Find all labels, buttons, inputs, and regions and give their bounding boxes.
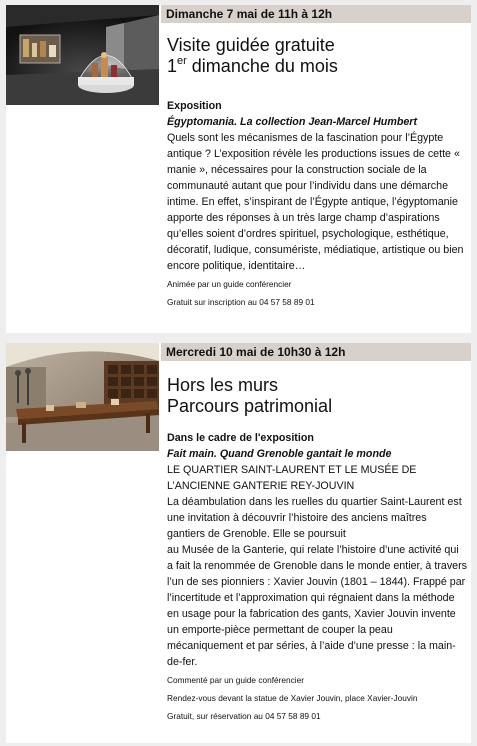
event-card-parcours	[6, 343, 471, 743]
event-reservation-note: Gratuit, sur réservation au 04 57 58 89 01	[167, 711, 321, 721]
event-subtitle: Fait main. Quand Grenoble gantait le monde	[167, 448, 392, 460]
event-date-bar: Mercredi 10 mai de 10h30 à 12h	[161, 343, 471, 361]
event-subtitle: Égyptomania. La collection Jean-Marcel Humbert	[167, 116, 418, 128]
event-description-part-b: au Musée de la Ganterie, qui relate l’histoire d’une activité qui a fait la renommée de Grenoble dans le monde entier, à travers l’un de ses pionniers : Xavier Jouvin (1801 – 1844). Frappé par l’incertitude et l’approximation qui régnaient dans la méthode en usage pour la fabrication des gants, Xavier Jouvin invente un emporte-pièce permettant de couper la peau mécaniquement et par séries, à l’aide d’une presse : la main-de-fer.	[167, 544, 468, 668]
title-line-1: Visite guidée gratuite	[167, 35, 335, 55]
title-number: 1	[167, 56, 178, 76]
event-registration-note: Gratuit sur inscription au 04 57 58 89 01	[167, 297, 315, 307]
event-date-bar: Dimanche 7 mai de 11h à 12h	[161, 5, 471, 23]
event-body	[167, 430, 467, 724]
event-guide-note: Commenté par un guide conférencier	[167, 675, 304, 685]
title-line-2	[167, 56, 467, 77]
museum-vitrine-photo	[6, 5, 159, 105]
event-meeting-note: Rendez-vous devant la statue de Xavier Jouvin, place Xavier-Jouvin	[167, 693, 418, 703]
event-title	[167, 35, 467, 77]
title-line-2: Parcours patrimonial	[167, 396, 333, 416]
event-description: Quels sont les mécanismes de la fascination pour l’Égypte antique ? L’exposition révèle les productions issues de cette « manie », nécessaires pour la construction sociale de la communauté autant que pour l’individu dans une démarche intime. En effet, s’inspirant de l’Égypte antique, l’égyptomanie apporte des réponses à un très large champ d’aspirations qu’elles soient d’ordres spirituel, psychologique, esthétique, décoratif, ludique, consumériste, médiatique, artistique ou bien encore politique, identitaire…	[167, 132, 464, 272]
glove-workshop-photo	[6, 343, 159, 451]
event-description-part-a: La déambulation dans les ruelles du quartier Saint-Laurent est une invitation à découvrir l’histoire des anciens maîtres gantiers de Grenoble. Elle se poursuit	[167, 496, 462, 540]
event-guide-note: Animée par un guide conférencier	[167, 279, 292, 289]
event-caps-line: LE QUARTIER SAINT-LAURENT ET LE MUSÉE DE L’ANCIENNE GANTERIE REY-JOUVIN	[167, 464, 417, 492]
event-title	[167, 375, 467, 417]
event-kicker: Dans le cadre de l'exposition	[167, 432, 314, 444]
event-body	[167, 98, 467, 310]
title-line-1: Hors les murs	[167, 375, 279, 395]
event-kicker: Exposition	[167, 100, 222, 112]
event-card-egyptomania	[6, 5, 471, 333]
title-superscript: er	[177, 55, 187, 67]
title-rest: dimanche du mois	[186, 56, 338, 76]
